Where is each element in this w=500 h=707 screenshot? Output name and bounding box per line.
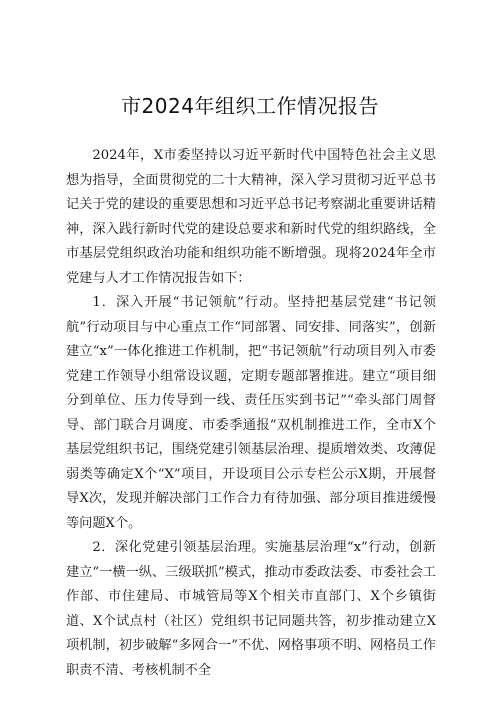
document-title: 市2024年组织工作情况报告	[121, 94, 379, 118]
section-2-paragraph: 2．深化党建引领基层治理。实施基层治理“x”行动，创新建立“一横一纵、三级联抓”模式，推动市委政法委、市委社会工作部、市住建局、市城管局等X个相关市直部门、X个乡镇街道、X个试点村（社区）党组织书记同题共答，初步推动建立X项机制，初步破解“多网合一”不优、网格事项不明、网格员工作职责不清、考核机制不全	[66, 540, 436, 678]
section-1-paragraph: 1．深入开展“书记领航”行动。坚持把基层党建“书记领航”行动项目与中心重点工作“同部署、同安排、同落实”，创新建立“x”一体化推进工作机制，把“书记领航”行动项目列入市委党建工作领导小组常设议题，定期专题部署推进。建立“项目细分到单位、压力传导到一线、责任压实到书记”“牵头部门周督导、部门联合月调度、市委季通报”双机制推进工作，全市X个基层党组织书记，围绕党建引领基层治理、提质增效类、攻薄促弱类等确定X个“X”项目，开设项目公示专栏公示X期，开展督导X次，发现并解决部门工作合力有待加强、部分项目推进缓慢等问题X个。	[66, 295, 436, 531]
intro-paragraph: 2024年，X市委坚持以习近平新时代中国特色社会主义思想为指导，全面贯彻党的二十大精神，深入学习贯彻习近平总书记关于党的建设的重要思想和习近平总书记考察湖北重要讲话精神，深入践行新时代党的建设总要求和新时代党的组织路线，全市基层党组织政治功能和组织功能不断增强。现将2024年全市党建与人才工作情况报告如下：	[66, 148, 436, 286]
document-body	[66, 144, 436, 683]
